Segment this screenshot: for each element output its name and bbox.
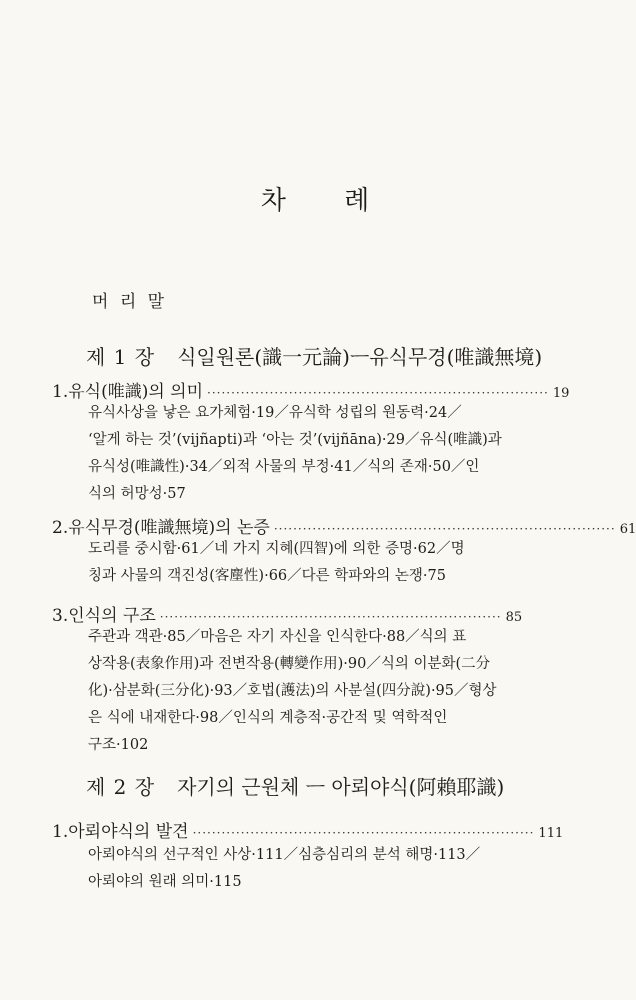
- subtopic-line: 상작용(表象作用)과 전변작용(轉變作用)·90／식의 이분화(二分: [88, 656, 491, 672]
- subtopic-line: 칭과 사물의 객진성(客塵性)·66／다른 학파와의 논쟁·75: [88, 568, 446, 584]
- chapter-title: 자기의 근원체 ㅡ 아뢰야식(阿賴耶識): [177, 775, 505, 799]
- subtopic-line: 아뢰야의 원래 의미·115: [88, 874, 242, 890]
- section-2-1-heading[interactable]: [52, 817, 564, 842]
- section-number: 2.: [52, 518, 69, 538]
- subtopic-line: 유식사상을 낳은 요가체험·19／유식학 성립의 원동력·24／: [88, 405, 462, 421]
- dot-leader: ·······································································: [159, 610, 502, 624]
- subtopic-line: 유식성(唯識性)·34／외적 사물의 부정·41／식의 존재·50／인: [88, 459, 480, 475]
- section-number: 1.: [52, 822, 69, 842]
- subtopic-line: 식의 허망성·57: [88, 486, 186, 502]
- section-title: 아뢰야식의 발견: [68, 822, 189, 842]
- dot-leader: ·······································································: [273, 522, 616, 536]
- section-number: 1.: [52, 382, 69, 402]
- subtopic-line: 아뢰야식의 선구적인 사상·111／심층심리의 분석 해명·113／: [88, 847, 481, 863]
- chapter-number: 제 1 장: [86, 345, 156, 369]
- chapter-1-heading[interactable]: [86, 341, 542, 370]
- section-page-number: 19: [552, 386, 570, 401]
- section-page-number: 85: [505, 610, 523, 625]
- preface-entry[interactable]: 머 리 말: [92, 292, 168, 312]
- section-1-2-heading[interactable]: [52, 513, 636, 538]
- subtopic-line: 주관과 객관·85／마음은 자기 자신을 인식한다·88／식의 표: [88, 629, 467, 645]
- section-number: 3.: [52, 606, 69, 626]
- subtopic-line: 구조·102: [88, 737, 149, 753]
- chapter-2-heading[interactable]: [86, 771, 504, 800]
- section-2-1-subtopics: [88, 842, 520, 896]
- section-title: 유식(唯識)의 의미: [68, 382, 204, 402]
- subtopic-line: 化)·삼분화(三分化)·93／호법(護法)의 사분설(四分說)·95／형상: [88, 683, 497, 699]
- dot-leader: ·······································································: [192, 826, 535, 840]
- section-1-3-heading[interactable]: [52, 601, 523, 626]
- section-1-1-heading[interactable]: [52, 377, 570, 402]
- chapter-number: 제 2 장: [86, 775, 156, 799]
- section-1-3-subtopics: [88, 624, 520, 759]
- section-title: 유식무경(唯識無境)의 논증: [68, 518, 270, 538]
- section-1-2-subtopics: [88, 536, 520, 590]
- chapter-title: 식일원론(識一元論)ㅡ유식무경(唯識無境): [177, 345, 543, 369]
- page-title: 차 례: [260, 186, 372, 216]
- subtopic-line: 도리를 중시함·61／네 가지 지혜(四智)에 의한 증명·62／명: [88, 541, 465, 557]
- subtopic-line: 은 식에 내재한다·98／인식의 계층적·공간적 및 역학적인: [88, 710, 448, 726]
- section-page-number: 111: [538, 826, 564, 841]
- dot-leader: ·······································································: [207, 386, 549, 400]
- section-1-1-subtopics: [88, 400, 520, 508]
- subtopic-line: ‘알게 하는 것’(vijñapti)과 ‘아는 것’(vijñāna)·29／유식(唯識)과: [88, 432, 502, 448]
- section-title: 인식의 구조: [68, 606, 156, 626]
- section-page-number: 61: [619, 522, 636, 537]
